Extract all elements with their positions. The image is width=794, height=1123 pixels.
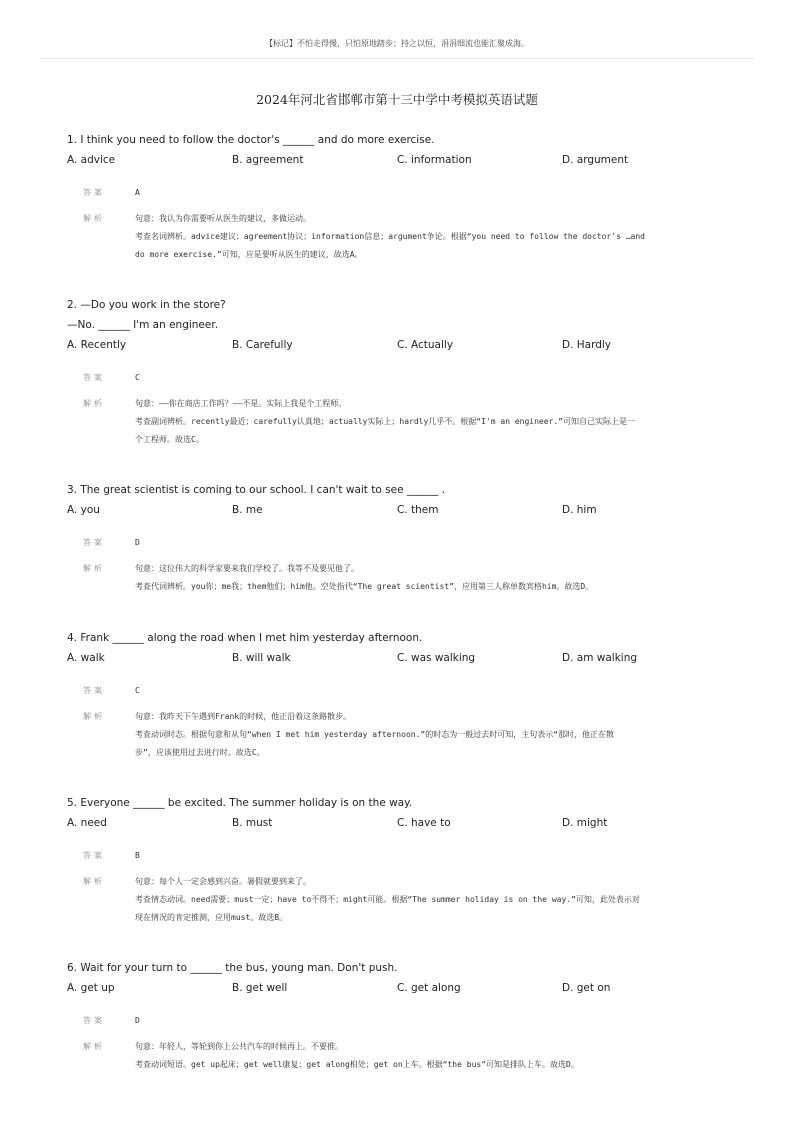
option-c: C. information <box>397 154 472 166</box>
question-options <box>67 335 747 355</box>
question-1 <box>67 130 747 264</box>
answer-value: A <box>135 188 140 197</box>
option-d: D. argument <box>562 154 629 166</box>
analysis-row <box>67 1038 747 1074</box>
question-stem: 3. The great scientist is coming to our school. I can't wait to see ______ . <box>67 484 446 496</box>
analysis-label: 解析 <box>83 1042 105 1051</box>
answer-label: 答案 <box>83 373 105 382</box>
answer-row <box>67 534 747 552</box>
answer-row <box>67 682 747 700</box>
analysis-line: 步”，应该使用过去进行时。故选C。 <box>135 748 265 757</box>
option-d: D. him <box>562 504 597 516</box>
analysis-label: 解析 <box>83 399 105 408</box>
analysis-line: 考查动词时态。根据句意和从句“when I met him yesterday afternoon.”的时态为一般过去时可知，主句表示“那时，他正在散 <box>135 730 615 739</box>
analysis-line: 句意：这位伟大的科学家要来我们学校了。我等不及要见他了。 <box>135 564 359 573</box>
option-d: D. Hardly <box>562 339 612 351</box>
option-b: B. get well <box>232 982 288 994</box>
answer-label: 答案 <box>83 538 105 547</box>
answer-row <box>67 369 747 387</box>
question-options <box>67 648 747 668</box>
analysis-line: 考查情态动词。need需要；must一定；have to不得不；might可能。根据“The summer holiday is on the way.”可知，此处表示对 <box>135 895 640 904</box>
analysis-text <box>135 1038 727 1074</box>
analysis-line: 个工程师。故选C。 <box>135 435 204 444</box>
analysis-row <box>67 708 747 762</box>
analysis-label: 解析 <box>83 712 105 721</box>
analysis-line: 句意：——你在商店工作吗？——不是。实际上我是个工程师。 <box>135 399 347 408</box>
question-stem: 5. Everyone ______ be excited. The summer holiday is on the way. <box>67 797 413 809</box>
question-options <box>67 500 747 520</box>
question-stem: 1. I think you need to follow the doctor's ______ and do more exercise. <box>67 134 435 146</box>
answer-label: 答案 <box>83 1016 105 1025</box>
option-a: A. get up <box>67 982 115 994</box>
question-2 <box>67 295 747 449</box>
analysis-text <box>135 210 727 264</box>
analysis-label: 解析 <box>83 877 105 886</box>
analysis-line: do more exercise.”可知，应是要听从医生的建议，故选A。 <box>135 250 363 259</box>
answer-value: C <box>135 686 140 695</box>
question-options <box>67 978 747 998</box>
analysis-row <box>67 395 747 449</box>
analysis-label: 解析 <box>83 564 105 573</box>
answer-row <box>67 847 747 865</box>
question-5 <box>67 793 747 927</box>
question-4 <box>67 628 747 762</box>
analysis-row <box>67 210 747 264</box>
header-note: 【标记】不怕走得慢，只怕原地踏步；持之以恒，涓涓细流也能汇聚成海。 <box>265 39 529 48</box>
analysis-line: 考查代词辨析。you你；me我；them他们；him他。空处指代“The great scientist”，应用第三人称单数宾格him。故选D。 <box>135 582 594 591</box>
option-d: D. am walking <box>562 652 638 664</box>
question-stem: 2. —Do you work in the store? <box>67 299 226 311</box>
question-stem: —No. ______ I'm an engineer. <box>67 319 219 331</box>
analysis-row <box>67 873 747 927</box>
page-title: 2024年河北省邯郸市第十三中学中考模拟英语试题 <box>256 92 538 107</box>
option-a: A. need <box>67 817 107 829</box>
answer-value: C <box>135 373 140 382</box>
option-b: B. agreement <box>232 154 304 166</box>
question-3 <box>67 480 747 596</box>
option-d: D. might <box>562 817 608 829</box>
option-b: B. must <box>232 817 273 829</box>
option-c: C. was walking <box>397 652 476 664</box>
question-stem: 6. Wait for your turn to ______ the bus, young man. Don't push. <box>67 962 398 974</box>
analysis-label: 解析 <box>83 214 105 223</box>
answer-label: 答案 <box>83 686 105 695</box>
option-b: B. me <box>232 504 263 516</box>
analysis-text <box>135 560 727 596</box>
question-options <box>67 813 747 833</box>
answer-label: 答案 <box>83 851 105 860</box>
option-b: B. Carefully <box>232 339 293 351</box>
question-options <box>67 150 747 170</box>
question-stem: 4. Frank ______ along the road when I met him yesterday afternoon. <box>67 632 423 644</box>
answer-value: D <box>135 538 140 547</box>
analysis-line: 考查名词辨析。advice建议；agreement协议；information信息；argument争论。根据“you need to follow the doctor's …and <box>135 232 645 241</box>
header-divider <box>40 58 754 59</box>
option-c: C. Actually <box>397 339 454 351</box>
option-c: C. them <box>397 504 439 516</box>
option-d: D. get on <box>562 982 611 994</box>
option-a: A. you <box>67 504 100 516</box>
option-a: A. Recently <box>67 339 127 351</box>
answer-row <box>67 184 747 202</box>
analysis-line: 句意：我认为你需要听从医生的建议，多做运动。 <box>135 214 311 223</box>
analysis-text <box>135 708 727 762</box>
analysis-text <box>135 395 727 449</box>
analysis-line: 考查副词辨析。recently最近；carefully认真地；actually实际上；hardly几乎不。根据“I'm an engineer.”可知自己实际上是一 <box>135 417 636 426</box>
analysis-line: 句意：每个人一定会感到兴奋。暑假就要到来了。 <box>135 877 311 886</box>
answer-value: B <box>135 851 140 860</box>
answer-row <box>67 1012 747 1030</box>
analysis-text <box>135 873 727 927</box>
option-c: C. have to <box>397 817 451 829</box>
option-a: A. walk <box>67 652 105 664</box>
option-c: C. get along <box>397 982 461 994</box>
analysis-line: 考查动词短语。get up起床；get well康复；get along相处；get on上车。根据“the bus”可知是排队上车。故选D。 <box>135 1060 579 1069</box>
option-b: B. will walk <box>232 652 291 664</box>
question-6 <box>67 958 747 1074</box>
analysis-line: 现在情况的肯定推测，应用must。故选B。 <box>135 913 288 922</box>
analysis-line: 句意：我昨天下午遇到Frank的时候，他正沿着这条路散步。 <box>135 712 352 721</box>
answer-value: D <box>135 1016 140 1025</box>
analysis-line: 句意：年轻人，等轮到你上公共汽车的时候再上。不要推。 <box>135 1042 343 1051</box>
answer-label: 答案 <box>83 188 105 197</box>
option-a: A. advice <box>67 154 116 166</box>
analysis-row <box>67 560 747 596</box>
